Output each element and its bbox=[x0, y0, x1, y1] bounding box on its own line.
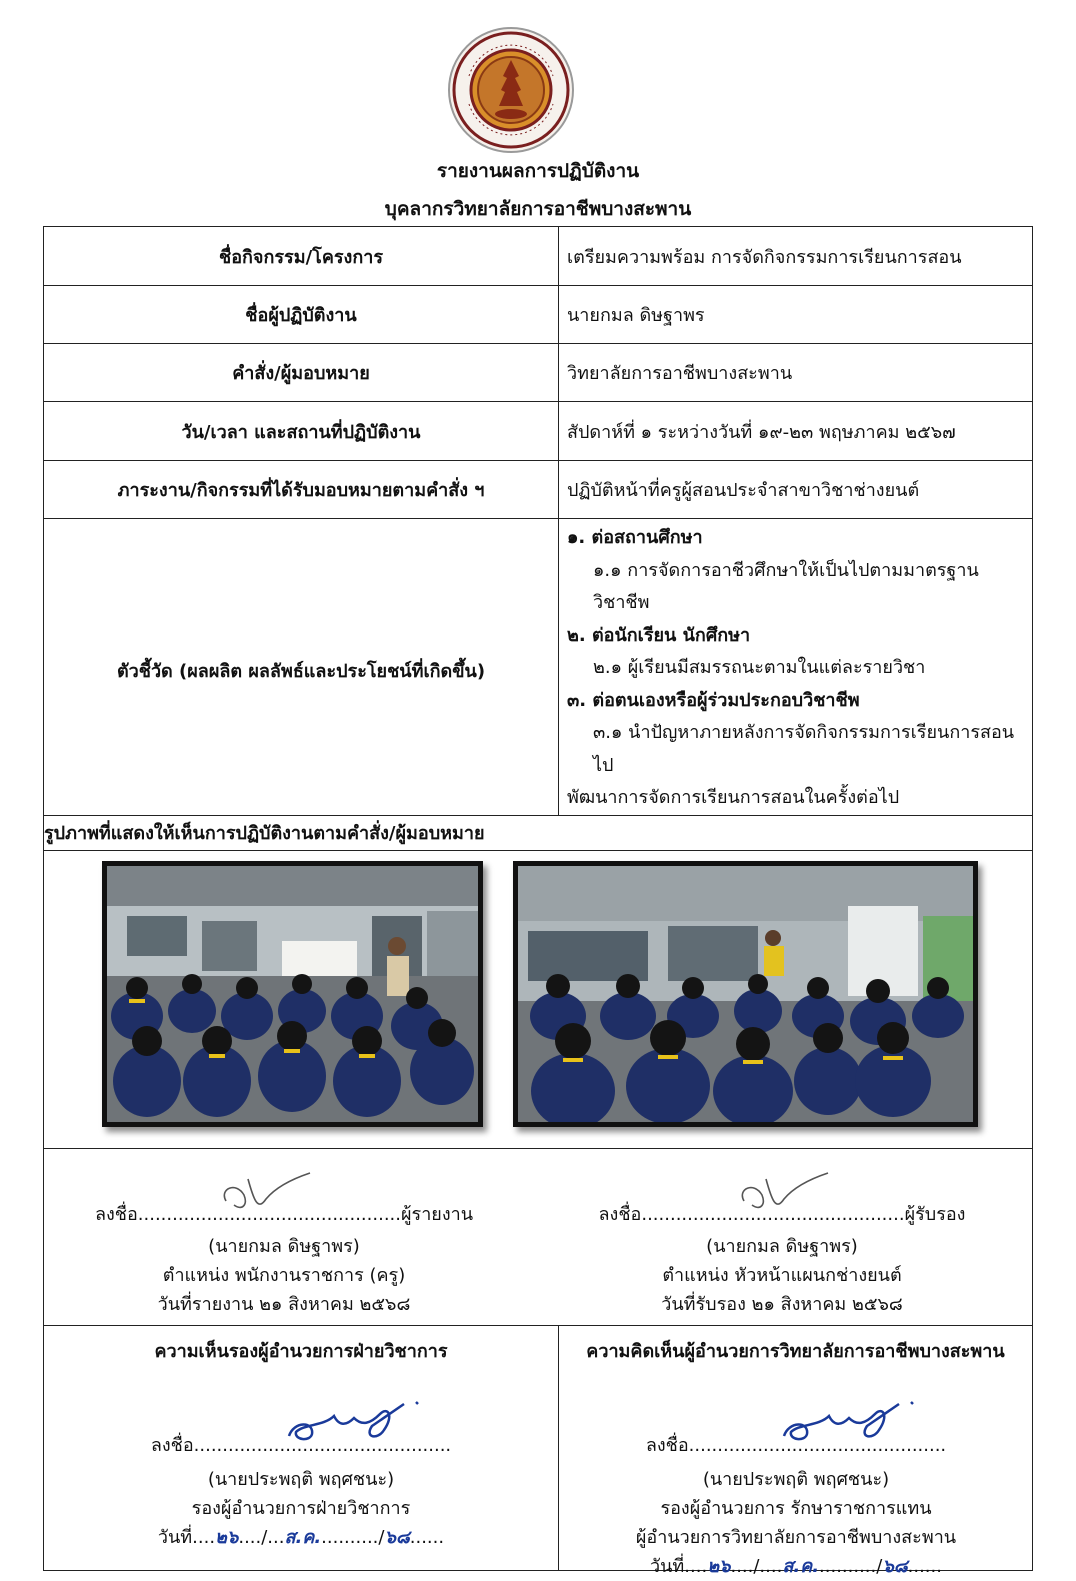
indicator-item-2: ๒.๑ ผู้เรียนมีสมรรถนะตามในแต่ละรายวิชา bbox=[593, 657, 926, 678]
reporter-signature-block bbox=[44, 1171, 524, 1319]
row-signatures bbox=[44, 1148, 1033, 1325]
order-label: คำสั่ง/ผู้มอบหมาย bbox=[44, 344, 559, 402]
director-name: (นายประพฤติ พฤศชนะ) bbox=[702, 1468, 890, 1490]
row-performer bbox=[44, 286, 1033, 344]
certifier-name: (นายกมล ดิษฐาพร) bbox=[706, 1235, 858, 1257]
director-date-month: ส.ค. bbox=[782, 1555, 820, 1577]
activity-photo-2 bbox=[513, 861, 978, 1127]
deputy-sign-line: ลงชื่อ............................................. bbox=[150, 1434, 452, 1456]
director-opinion-heading: ความคิดเห็นผู้อำนวยการวิทยาลัยการอาชีพบางสะพาน bbox=[586, 1340, 1005, 1362]
indicator-heading-2: ๒. ต่อนักเรียน นักศึกษา bbox=[567, 624, 751, 646]
director-sign-line: ลงชื่อ............................................. bbox=[645, 1434, 947, 1456]
indicators-label: ตัวชี้วัด (ผลผลิต ผลลัพธ์และประโยชน์ที่เกิดขึ้น) bbox=[44, 519, 559, 816]
deputy-date-year: ๖๘ bbox=[384, 1526, 410, 1548]
deputy-date-label: วันที่ bbox=[157, 1526, 193, 1548]
college-seal-logo bbox=[447, 26, 575, 154]
row-activity bbox=[44, 227, 1033, 286]
deputy-opinion-cell bbox=[44, 1325, 559, 1570]
indicator-item-3-cont: พัฒนาการจัดการเรียนการสอนในครั้งต่อไป bbox=[567, 787, 900, 808]
director-date-day: ๒๖ bbox=[707, 1555, 731, 1577]
certifier-signature bbox=[732, 1171, 832, 1217]
director-opinion-cell bbox=[559, 1325, 1033, 1577]
reporter-sign-line: ลงชื่อ.............................................. bbox=[94, 1203, 401, 1225]
indicator-item-1: ๑.๑ การจัดการอาชีวศึกษาให้เป็นไปตามมาตรฐานวิชาชีพ bbox=[593, 559, 979, 613]
director-date-year: ๖๘ bbox=[882, 1555, 908, 1577]
deputy-name: (นายประพฤติ พฤศชนะ) bbox=[207, 1468, 395, 1490]
director-position-2: ผู้อำนวยการวิทยาลัยการอาชีพบางสะพาน bbox=[635, 1526, 957, 1548]
order-value: วิทยาลัยการอาชีพบางสะพาน bbox=[559, 344, 1033, 402]
datetime-label: วัน/เวลา และสถานที่ปฏิบัติงาน bbox=[44, 402, 559, 461]
report-subtitle: บุคลากรวิทยาลัยการอาชีพบางสะพาน bbox=[384, 198, 692, 220]
datetime-value: สัปดาห์ที่ ๑ ระหว่างวันที่ ๑๙-๒๓ พฤษภาคม ๒๕๖๗ bbox=[559, 402, 1033, 461]
report-title: รายงานผลการปฏิบัติงาน bbox=[436, 160, 640, 182]
row-datetime bbox=[44, 402, 1033, 461]
deputy-signature-block bbox=[61, 1430, 541, 1552]
row-opinions bbox=[44, 1325, 1033, 1570]
reporter-date: วันที่รายงาน ๒๑ สิงหาคม ๒๕๖๘ bbox=[157, 1293, 411, 1315]
row-photo-heading bbox=[44, 815, 1033, 850]
duty-label: ภาระงาน/กิจกรรมที่ได้รับมอบหมายตามคำสั่ง ฯ bbox=[44, 461, 559, 519]
director-date-label: วันที่ bbox=[650, 1555, 685, 1577]
certifier-position: ตำแหน่ง หัวหน้าแผนกช่างยนต์ bbox=[662, 1264, 902, 1286]
certifier-date: วันที่รับรอง ๒๑ สิงหาคม ๒๕๖๘ bbox=[661, 1293, 903, 1315]
activity-label: ชื่อกิจกรรม/โครงการ bbox=[44, 227, 559, 286]
row-duty bbox=[44, 461, 1033, 519]
photos-cell bbox=[44, 850, 1033, 1148]
reporter-signature bbox=[214, 1171, 314, 1217]
indicators-value bbox=[559, 519, 1033, 816]
activity-photo-1 bbox=[102, 861, 483, 1127]
director-date: วันที่....๒๖..../....ส.ค.........../๖๘...... bbox=[650, 1555, 942, 1577]
indicator-heading-3: ๓. ต่อตนเองหรือผู้ร่วมประกอบวิชาชีพ bbox=[567, 689, 860, 711]
deputy-date-month: ส.ค. bbox=[284, 1526, 322, 1548]
deputy-date: วันที่....๒๖..../...ส.ค.........../๖๘...... bbox=[157, 1526, 445, 1548]
activity-value: เตรียมความพร้อม การจัดกิจกรรมการเรียนการสอน bbox=[559, 227, 1033, 286]
certifier-sign-line: ลงชื่อ.............................................. bbox=[598, 1203, 905, 1225]
director-signature-block bbox=[559, 1430, 1033, 1581]
performer-value: นายกมล ดิษฐาพร bbox=[559, 286, 1033, 344]
indicator-heading-1: ๑. ต่อสถานศึกษา bbox=[567, 527, 703, 548]
row-photos bbox=[44, 850, 1033, 1148]
reporter-name: (นายกมล ดิษฐาพร) bbox=[208, 1235, 360, 1257]
row-order bbox=[44, 344, 1033, 402]
signatures-cell bbox=[44, 1148, 1033, 1325]
deputy-position: รองผู้อำนวยการฝ่ายวิชาการ bbox=[191, 1497, 411, 1519]
duty-value: ปฏิบัติหน้าที่ครูผู้สอนประจำสาขาวิชาช่างยนต์ bbox=[559, 461, 1033, 519]
certifier-signature-block bbox=[542, 1171, 1022, 1319]
row-indicators bbox=[44, 519, 1033, 816]
certifier-role: ผู้รับรอง bbox=[904, 1203, 966, 1225]
performer-label: ชื่อผู้ปฏิบัติงาน bbox=[44, 286, 559, 344]
report-table bbox=[43, 226, 1033, 1577]
photo-heading: รูปภาพที่แสดงให้เห็นการปฏิบัติงานตามคำสั่ง/ผู้มอบหมาย bbox=[44, 815, 1033, 850]
deputy-opinion-heading: ความเห็นรองผู้อำนวยการฝ่ายวิชาการ bbox=[154, 1340, 448, 1362]
deputy-date-day: ๒๖ bbox=[215, 1526, 239, 1548]
reporter-position: ตำแหน่ง พนักงานราชการ (ครู) bbox=[162, 1264, 406, 1286]
indicator-item-3: ๓.๑ นำปัญหาภายหลังการจัดกิจกรรมการเรียนการสอนไป bbox=[593, 722, 1015, 776]
director-position: รองผู้อำนวยการ รักษาราชการแทน bbox=[660, 1497, 932, 1519]
reporter-role: ผู้รายงาน bbox=[400, 1203, 474, 1225]
